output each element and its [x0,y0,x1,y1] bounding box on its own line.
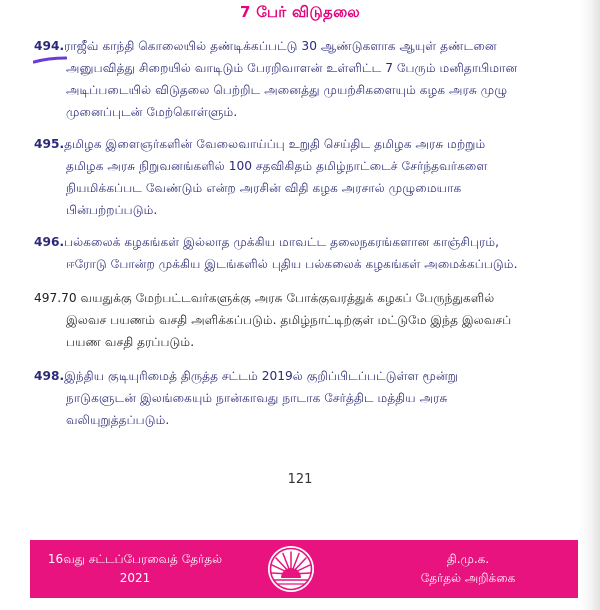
item-text: முனைப்புடன் மேற்கொள்ளும். [66,105,238,119]
footer-party-label [358,550,578,588]
item-text: பல்கலைக் கழகங்கள் இல்லாத முக்கிய மாவட்ட தலைநகரங்களான காஞ்சிபுரம், [64,235,500,249]
item-text: தமிழக இளைஞர்களின் வேலைவாய்ப்பு உறுதி செய்திட தமிழக அரசு மற்றும் [64,137,486,151]
rising-sun-icon [262,544,320,594]
item-number: 498. [34,369,65,383]
footer-election-label [30,550,240,588]
item-number: 497. [34,291,62,305]
footer-party-name: தி.மு.க. [446,552,490,566]
list-item-line [34,35,564,57]
item-text: இந்திய குடியுரிமைத் திருத்த சட்டம் 2019ல் குறிப்பிடப்பட்டுள்ள மூன்று [64,369,458,383]
list-item-line [34,133,564,155]
item-text: ஈரோடு போன்ற முக்கிய இடங்களில் புதிய பல்கலைக் கழகங்கள் அமைக்கப்படும். [66,257,518,271]
item-text: 70 வயதுக்கு மேற்பட்டவர்களுக்கு அரசு போக்குவரத்துக் கழகப் பேருந்துகளில் [61,291,495,305]
footer-election-year: 2021 [119,571,151,585]
list-item-495 [34,133,564,221]
list-item-494 [34,35,564,123]
item-text: அனுபவித்து சிறையில் வாடிடும் பேரறிவாளன் உள்ளிட்ட 7 பேரும் மனிதாபிமான [66,61,518,75]
item-text: நாடுகளுடன் இலங்கையும் நான்காவது நாடாக சேர்த்திட மத்திய அரசு [66,391,448,405]
item-text: நியமிக்கப்பட வேண்டும் என்ற அரசின் விதி கழக அரசால் முழுமையாக [66,181,462,195]
footer-election-title: 16வது சட்டப்பேரவைத் தேர்தல் [47,552,223,566]
list-item-line [34,365,564,387]
page-title: 7 பேர் விடுதலை [239,3,361,21]
item-text: வலியுறுத்தப்படும். [66,413,170,427]
item-text: பின்பற்றப்படும். [66,203,158,217]
item-number: 496. [34,235,65,249]
footer-banner [30,540,578,598]
pen-underline-mark [33,56,67,64]
list-item-496 [34,231,564,275]
list-item-498 [34,365,564,431]
item-number: 495. [34,137,65,151]
item-text: அடிப்படையில் விடுதலை பெற்றிட அனைத்து முயற்சிகளையும் கழக அரசு முழு [66,83,508,97]
footer-manifesto-label: தேர்தல் அறிக்கை [420,571,516,585]
item-text: தமிழக அரசு நிறுவனங்களில் 100 சதவிகிதம் தமிழ்நாட்டைச் சேர்ந்தவர்களை [66,159,488,173]
page-number: 121 [287,472,313,487]
list-item-line [34,231,564,253]
item-text: ராஜீவ் காந்தி கொலையில் தண்டிக்கப்பட்டு 30 ஆண்டுகளாக ஆயுள் தண்டனை [64,39,497,53]
page-edge-shadow [580,0,600,610]
list-item-line [34,287,564,309]
list-item-497 [34,287,564,353]
item-text: இலவச பயணம் வசதி அளிக்கப்படும். தமிழ்நாட்டிற்குள் மட்டுமே இந்த இலவசப் [66,313,512,327]
item-text: பயண வசதி தரப்படும். [66,335,195,349]
item-number: 494. [34,39,65,53]
